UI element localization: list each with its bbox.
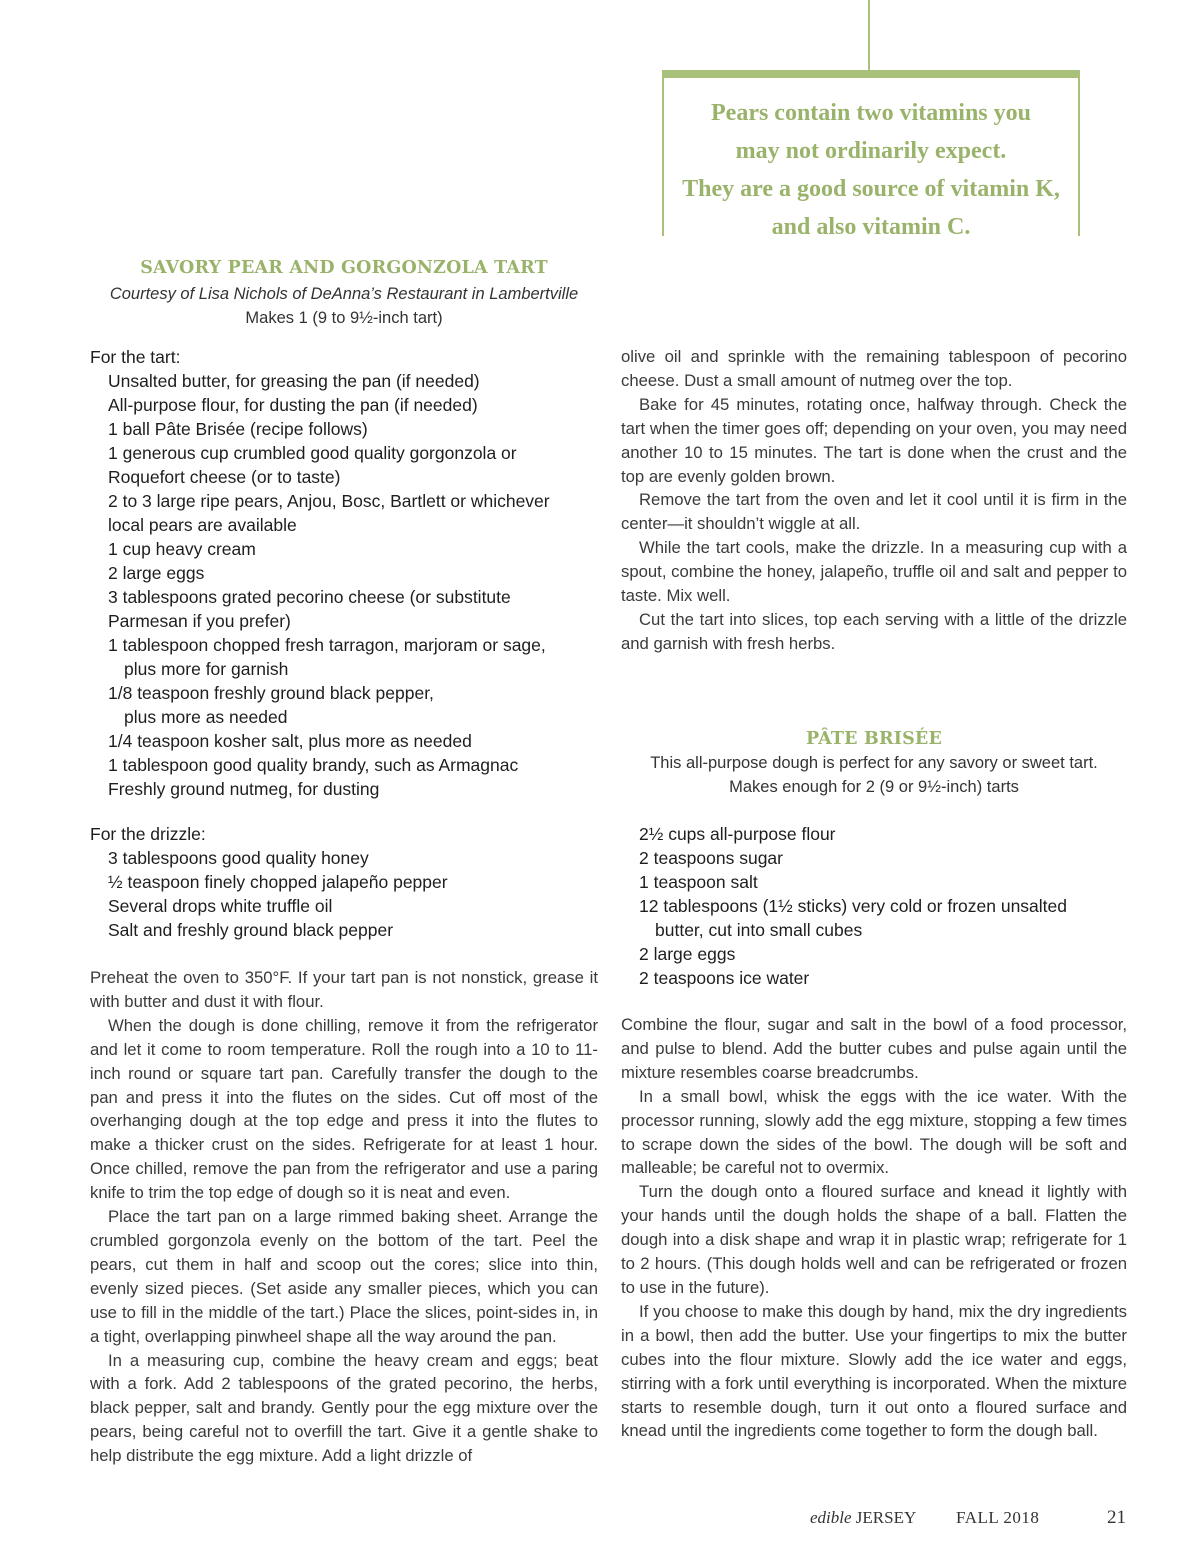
ingredient-item: Salt and freshly ground black pepper <box>108 920 394 940</box>
ingredient-item: 2 large eggs <box>108 563 205 583</box>
recipe-title: PÂTE BRISÉE <box>806 729 942 749</box>
ingredient-item: 1 teaspoon salt <box>639 872 758 892</box>
pull-quote-line: and also vitamin C. <box>771 214 971 240</box>
direction-paragraph: Remove the tart from the oven and let it cool until it is firm in the center—it shouldn’t wiggle at all. <box>621 490 1127 534</box>
ingredient-item: 1/4 teaspoon kosher salt, plus more as needed <box>108 731 472 751</box>
ingredient-item: local pears are available <box>108 515 297 535</box>
ingredient-item: butter, cut into small cubes <box>655 920 863 940</box>
ingredient-item: 1 cup heavy cream <box>108 539 256 559</box>
ingredient-item: plus more for garnish <box>124 659 289 679</box>
publication-italic: edible <box>810 1508 852 1527</box>
direction-paragraph: In a measuring cup, combine the heavy cream and eggs; beat with a fork. Add 2 tablespoons of the grated pecorino, the herbs, black pepper, salt and brandy. Gently pour the egg mixture over the pears, being careful not to overfill the tart. Give it a gentle shake to help distribute the egg mixture. Add a light drizzle of <box>90 1350 598 1466</box>
page-footer <box>810 1508 1130 1532</box>
direction-paragraph: Cut the tart into slices, top each serving with a little of the drizzle and garnish with fresh herbs. <box>621 609 1127 653</box>
direction-paragraph: When the dough is done chilling, remove it from the refrigerator and let it come to room temperature. Roll the rough into a 10 to 11-inch round or square tart pan. Carefully transfer the dough to the pan and press it into the flutes on the sides. Cut off most of the overhanging dough at the top edge and press it into the flutes to make a thicker crust on the sides. Refrigerate for at least 1 hour. Once chilled, remove the pan from the refrigerator and use a paring knife to trim the top edge of dough so it is neat and even. <box>90 1015 598 1203</box>
tart-directions-right <box>621 345 1127 656</box>
issue-season: FALL 2018 <box>956 1508 1040 1527</box>
ingredient-heading: For the drizzle: <box>90 824 206 844</box>
ingredient-item: 3 tablespoons grated pecorino cheese (or substitute <box>108 587 511 607</box>
ingredient-item: 12 tablespoons (1½ sticks) very cold or frozen unsalted <box>639 896 1067 916</box>
dough-directions <box>621 1013 1127 1443</box>
ingredient-item: 3 tablespoons good quality honey <box>108 848 369 868</box>
ingredient-item: All-purpose flour, for dusting the pan (if needed) <box>108 395 478 415</box>
ingredient-item: 1 ball Pâte Brisée (recipe follows) <box>108 419 368 439</box>
ingredient-item: 1/8 teaspoon freshly ground black pepper, <box>108 683 434 703</box>
drizzle-ingredient-list <box>90 822 610 942</box>
ingredient-item: Freshly ground nutmeg, for dusting <box>108 779 380 799</box>
recipe-title: SAVORY PEAR AND GORGONZOLA TART <box>140 258 548 278</box>
recipe-yield: Makes 1 (9 to 9½-inch tart) <box>245 309 443 327</box>
page-number: 21 <box>1107 1507 1126 1528</box>
direction-paragraph: Combine the flour, sugar and salt in the bowl of a food processor, and pulse to blend. Add the butter cubes and pulse again until the mixture resembles coarse breadcrumbs. <box>621 1015 1127 1082</box>
ingredient-item: 2 teaspoons ice water <box>639 968 810 988</box>
recipe-yield: Makes enough for 2 (9 or 9½-inch) tarts <box>729 778 1019 796</box>
ingredient-item: 1 tablespoon chopped fresh tarragon, marjoram or sage, <box>108 635 546 655</box>
ingredient-item: ½ teaspoon finely chopped jalapeño pepper <box>108 872 448 892</box>
direction-paragraph: Turn the dough onto a floured surface and knead it lightly with your hands until the dough holds the shape of a ball. Flatten the dough into a disk shape and wrap it in plastic wrap; refrigerate for 1 to 2 hours. (This dough holds well and can be refrigerated or frozen to use in the future). <box>621 1182 1127 1297</box>
publication-title: JERSEY <box>855 1508 917 1527</box>
ingredient-item: 2½ cups all-purpose flour <box>639 824 836 844</box>
direction-paragraph: Bake for 45 minutes, rotating once, halfway through. Check the tart when the timer goes off; depending on your oven, you may need another 10 to 15 minutes. The tart is done when the crust and the top are evenly golden brown. <box>621 394 1127 486</box>
pull-quote-line: They are a good source of vitamin K, <box>682 176 1060 202</box>
decorative-vertical-rule <box>868 0 870 70</box>
pull-quote <box>662 94 1080 246</box>
ingredient-heading: For the tart: <box>90 347 181 367</box>
ingredient-item: 1 generous cup crumbled good quality gorgonzola or <box>108 443 517 463</box>
pull-quote-line: Pears contain two vitamins you <box>711 100 1031 126</box>
recipe-description: This all-purpose dough is perfect for any savory or sweet tart. <box>650 754 1098 772</box>
ingredient-item: Several drops white truffle oil <box>108 896 333 916</box>
direction-paragraph: Preheat the oven to 350°F. If your tart pan is not nonstick, grease it with butter and dust it with flour. <box>90 968 598 1011</box>
tart-ingredient-list <box>90 345 610 801</box>
ingredient-item: 2 large eggs <box>639 944 736 964</box>
ingredient-item: 2 to 3 large ripe pears, Anjou, Bosc, Bartlett or whichever <box>108 491 550 511</box>
ingredient-item: 1 tablespoon good quality brandy, such as Armagnac <box>108 755 519 775</box>
tart-directions-left <box>90 966 598 1468</box>
publication-name <box>810 1508 916 1528</box>
dough-ingredient-list <box>621 822 1127 990</box>
ingredient-item: Unsalted butter, for greasing the pan (if needed) <box>108 371 480 391</box>
direction-paragraph: olive oil and sprinkle with the remaining tablespoon of pecorino cheese. Dust a small amount of nutmeg over the top. <box>621 347 1127 390</box>
ingredient-item: 2 teaspoons sugar <box>639 848 783 868</box>
recipe-credit: Courtesy of Lisa Nichols of DeAnna’s Restaurant in Lambertville <box>109 285 579 303</box>
direction-paragraph: If you choose to make this dough by hand, mix the dry ingredients in a bowl, then add the butter. Use your fingertips to mix the butter cubes into the flour mixture. Slowly add the ice water and eggs, stirring with a fork until everything is incorporated. When the mixture starts to resemble dough, turn it out onto a floured surface and knead until the ingredients come together to form the dough ball. <box>621 1301 1127 1441</box>
direction-paragraph: In a small bowl, whisk the eggs with the ice water. With the processor running, slowly add the egg mixture, stopping a few times to scrape down the sides of the bowl. The dough will be soft and malleable; be careful not to overmix. <box>621 1086 1127 1178</box>
direction-paragraph: While the tart cools, make the drizzle. In a measuring cup with a spout, combine the honey, jalapeño, truffle oil and salt and pepper to taste. Mix well. <box>621 538 1127 606</box>
direction-paragraph: Place the tart pan on a large rimmed baking sheet. Arrange the crumbled gorgonzola evenly on the bottom of the tart. Peel the pears, cut them in half and scoop out the cores; slice into thin, evenly sized pieces. (Set aside any smaller pieces, which you can use to fill in the middle of the tart.) Place the slices, point-sides in, in a tight, overlapping pinwheel shape all the way around the pan. <box>90 1207 598 1346</box>
ingredient-item: plus more as needed <box>124 707 288 727</box>
pull-quote-line: may not ordinarily expect. <box>735 138 1007 164</box>
ingredient-item: Parmesan if you prefer) <box>108 611 291 631</box>
ingredient-item: Roquefort cheese (or to taste) <box>108 467 341 487</box>
